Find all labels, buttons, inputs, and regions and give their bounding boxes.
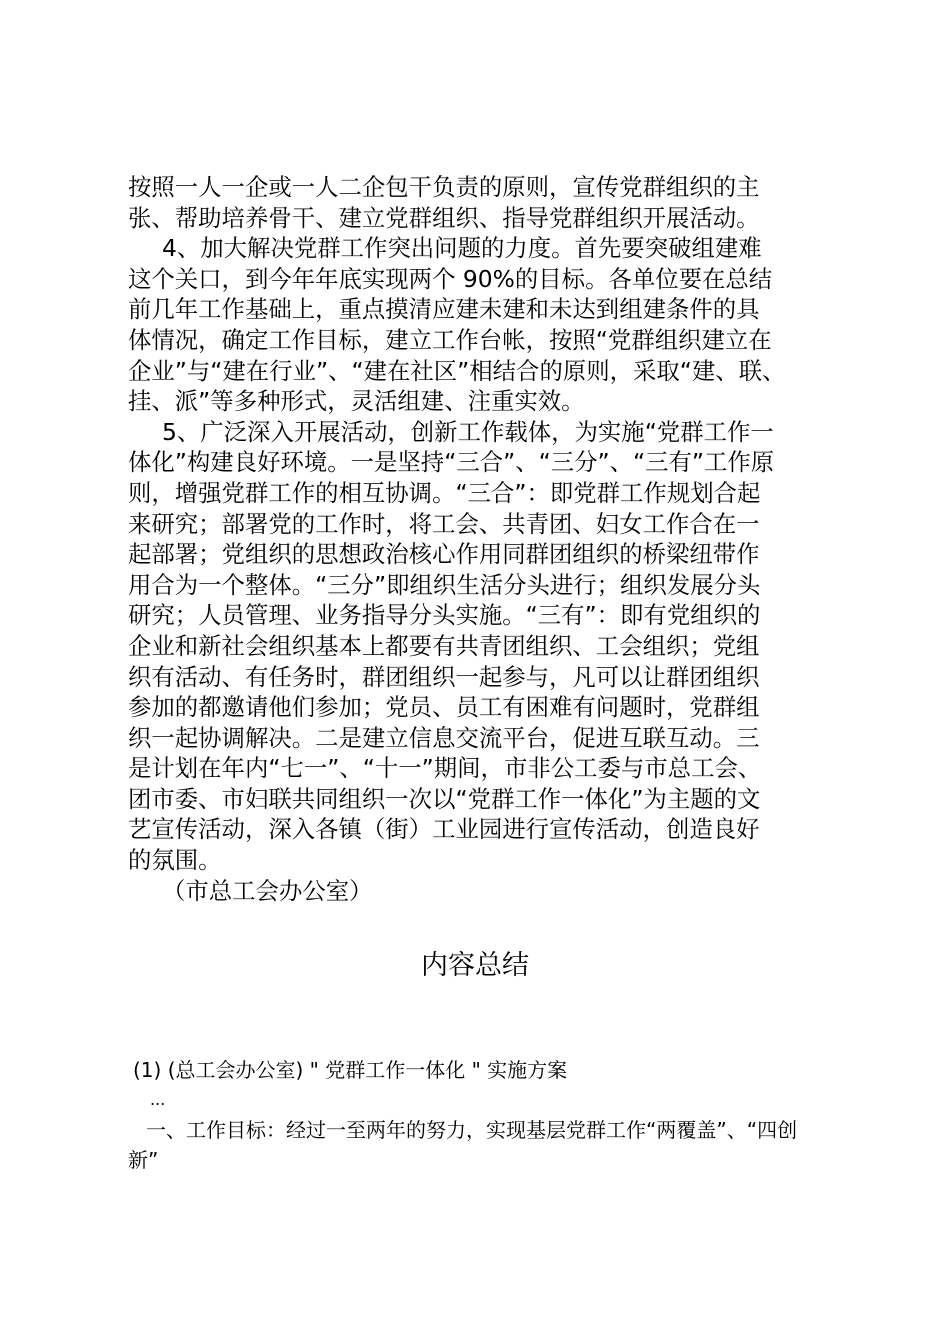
text-line: 参加的都邀请他们参加；党员、员工有困难有问题时，党群组 <box>128 693 760 722</box>
summary-ellipsis: ... <box>150 1090 166 1109</box>
paragraph-1 <box>128 172 832 233</box>
text-line: 5、广泛深入开展活动，创新工作载体，为实施“党群工作一 <box>162 417 774 446</box>
text-line: 用合为一个整体。“三分”即组织生活分头进行；组织发展分头 <box>128 570 761 599</box>
text-line: 团市委、市妇联共同组织一次以“党群工作一体化”为主题的文 <box>128 784 761 813</box>
text-line: 挂、派”等多种形式，灵活组建、注重实效。 <box>128 387 585 416</box>
text-line: 这个关口，到今年年底实现两个 90%的目标。各单位要在总结 <box>128 264 773 293</box>
summary-section <box>128 1055 848 1175</box>
text-line: 是计划在年内“七一”、“十一”期间，市非公工委与市总工会、 <box>128 754 762 783</box>
text-line: 起部署；党组织的思想政治核心作用同群团组织的桥梁纽带作 <box>128 540 760 569</box>
summary-title-line: (1) (总工会办公室) " 党群工作一体化 " 实施方案 <box>133 1058 568 1082</box>
text-line: 的氛围。 <box>128 846 222 875</box>
text-line: 研究；人员管理、业务指导分头实施。“三有”：即有党组织的 <box>128 601 761 630</box>
text-line: 艺宣传活动，深入各镇（街）工业园进行宣传活动，创造良好 <box>128 815 760 844</box>
text-line: 则，增强党群工作的相互协调。“三合”：即党群工作规划合起 <box>128 478 761 507</box>
text-line: 企业”与“建在行业”、“建在社区”相结合的原则，采取“建、联、 <box>128 356 786 385</box>
text-line: 体情况，确定工作目标，建立工作台帐，按照“党群组织建立在 <box>128 325 772 354</box>
paragraph-2 <box>128 233 832 417</box>
text-line: 前几年工作基础上，重点摸清应建未建和未达到组建条件的具 <box>128 295 760 324</box>
text-line: 体化”构建良好环境。一是坚持“三合”、“三分”、“三有”工作原 <box>128 448 775 477</box>
paragraph-3 <box>128 417 832 876</box>
summary-heading: 内容总结 <box>421 950 529 981</box>
text-line: 企业和新社会组织基本上都要有共青团组织、工会组织；党组 <box>128 631 760 660</box>
text-line: 4、加大解决党群工作突出问题的力度。首先要突破组建难 <box>162 234 762 263</box>
summary-goal-line: 一、工作目标：经过一至两年的努力，实现基层党群工作“两覆盖”、“四创 <box>146 1118 798 1142</box>
text-line: 织有活动、有任务时，群团组织一起参与，凡可以让群团组织 <box>128 662 760 691</box>
text-line: 张、帮助培养骨干、建立党群组织、指导党群组织开展活动。 <box>128 203 760 232</box>
text-line: 织一起协调解决。二是建立信息交流平台，促进互联互动。三 <box>128 723 760 752</box>
document-body <box>128 172 832 906</box>
text-line: 按照一人一企或一人二企包干负责的原则，宣传党群组织的主 <box>128 173 760 201</box>
signature: （市总工会办公室） <box>162 876 373 905</box>
summary-goal-line-cont: 新” <box>128 1148 159 1172</box>
text-line: 来研究；部署党的工作时，将工会、共青团、妇女工作合在一 <box>128 509 760 538</box>
